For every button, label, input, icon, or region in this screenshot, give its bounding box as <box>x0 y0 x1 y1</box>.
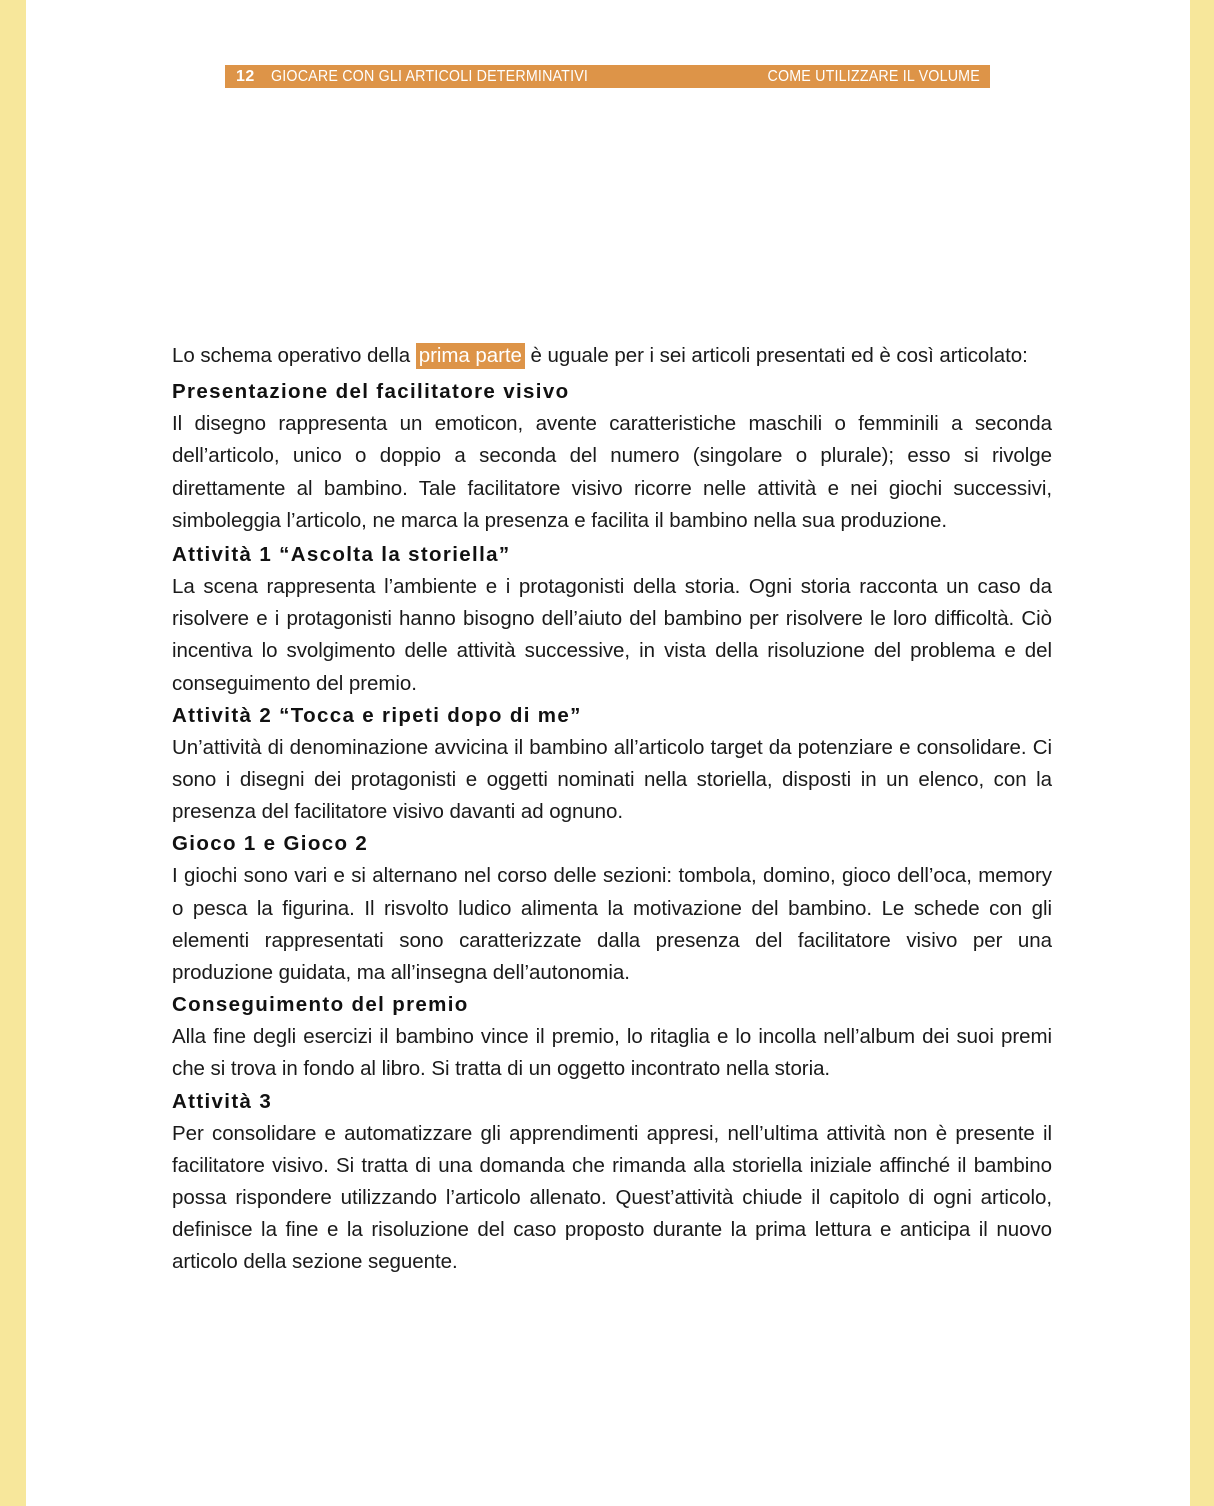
intro-block <box>172 340 1052 372</box>
section-title: COME UTILIZZARE IL VOLUME <box>767 67 980 85</box>
heading-conseguimento-del-premio: Conseguimento del premio <box>172 993 469 1017</box>
paragraph-attivita-3: Per consolidare e automatizzare gli apprendimenti appresi, nell’ultima attività non è presente il facilitatore visivo. Si tratta di una domanda che rimanda alla storiella iniziale affinché il bambino possa rispondere utilizzando l’articolo allenato. Quest’attività chiude il capitolo di ogni articolo, definisce la fine e la risoluzione del caso proposto durante la prima lettura e anticipa il nuovo articolo della sezione seguente. <box>172 1121 1052 1274</box>
paragraph-attivita-2: Un’attività di denominazione avvicina il bambino all’articolo target da potenziare e consolidare. Ci sono i disegni dei protagonisti e oggetti nominati nella storiella, disposti in un elenco, con la presenza del facilitatore visivo davanti ad ognuno. <box>172 735 1052 824</box>
paragraph-conseguimento-del-premio: Alla fine degli esercizi il bambino vince il premio, lo ritaglia e lo incolla nell’album dei suoi premi che si trova in fondo al libro. Si tratta di un oggetto incontrato nella storia. <box>172 1025 1052 1081</box>
intro-text-after: è uguale per i sei articoli presentati ed è così articolato: <box>524 344 1028 367</box>
intro-paragraph <box>172 340 1052 372</box>
running-header <box>225 65 990 88</box>
heading-gioco-1-e-gioco-2: Gioco 1 e Gioco 2 <box>172 832 369 856</box>
paragraph-attivita-1: La scena rappresenta l’ambiente e i protagonisti della storia. Ogni storia racconta un caso da risolvere e i protagonisti hanno bisogno dell’aiuto del bambino per risolvere le loro difficoltà. Ciò incentiva lo svolgimento delle attività successive, in vista della risoluzione del problema e del conseguimento del premio. <box>172 575 1052 695</box>
section-block-attivita-2 <box>172 700 1052 829</box>
highlighted-term: prima parte <box>416 343 525 369</box>
section-block-gioco-1-e-gioco-2 <box>172 828 1052 989</box>
section-block-attivita-1 <box>172 539 1052 700</box>
page-edge-band-left <box>0 0 26 1506</box>
page-edge-band-right <box>1190 0 1214 1506</box>
heading-attivita-2: Attività 2 “Tocca e ripeti dopo di me” <box>172 703 582 727</box>
paragraph-presentazione-del-facilitatore-visivo: Il disegno rappresenta un emoticon, avente caratteristiche maschili o femminili a seconda dell’articolo, unico o doppio a seconda del numero (singolare o plurale); esso si rivolge direttamente al bambino. Tale facilitatore visivo ricorre nelle attività e nei giochi successivi, simboleggia l’articolo, ne marca la presenza e facilita il bambino nella sua produzione. <box>172 412 1052 532</box>
page-body <box>172 340 1052 1279</box>
section-block-attivita-3 <box>172 1086 1052 1279</box>
heading-attivita-3: Attività 3 <box>172 1089 273 1113</box>
intro-text-before: Lo schema operativo della <box>172 344 416 367</box>
section-block-conseguimento-del-premio <box>172 989 1052 1085</box>
page-number: 12 <box>236 67 255 85</box>
chapter-title: GIOCARE CON GLI ARTICOLI DETERMINATIVI <box>270 67 588 85</box>
heading-presentazione-del-facilitatore-visivo: Presentazione del facilitatore visivo <box>172 380 570 404</box>
heading-attivita-1: Attività 1 “Ascolta la storiella” <box>172 543 511 567</box>
section-block-presentazione <box>172 376 1052 537</box>
paragraph-gioco-1-e-gioco-2: I giochi sono vari e si alternano nel corso delle sezioni: tombola, domino, gioco dell’oca, memory o pesca la figurina. Il risvolto ludico alimenta la motivazione del bambino. Le schede con gli elementi rappresentati sono caratterizzate dalla presenza del facilitatore visivo per una produzione guidata, ma all’insegna dell’autonomia. <box>172 864 1052 985</box>
